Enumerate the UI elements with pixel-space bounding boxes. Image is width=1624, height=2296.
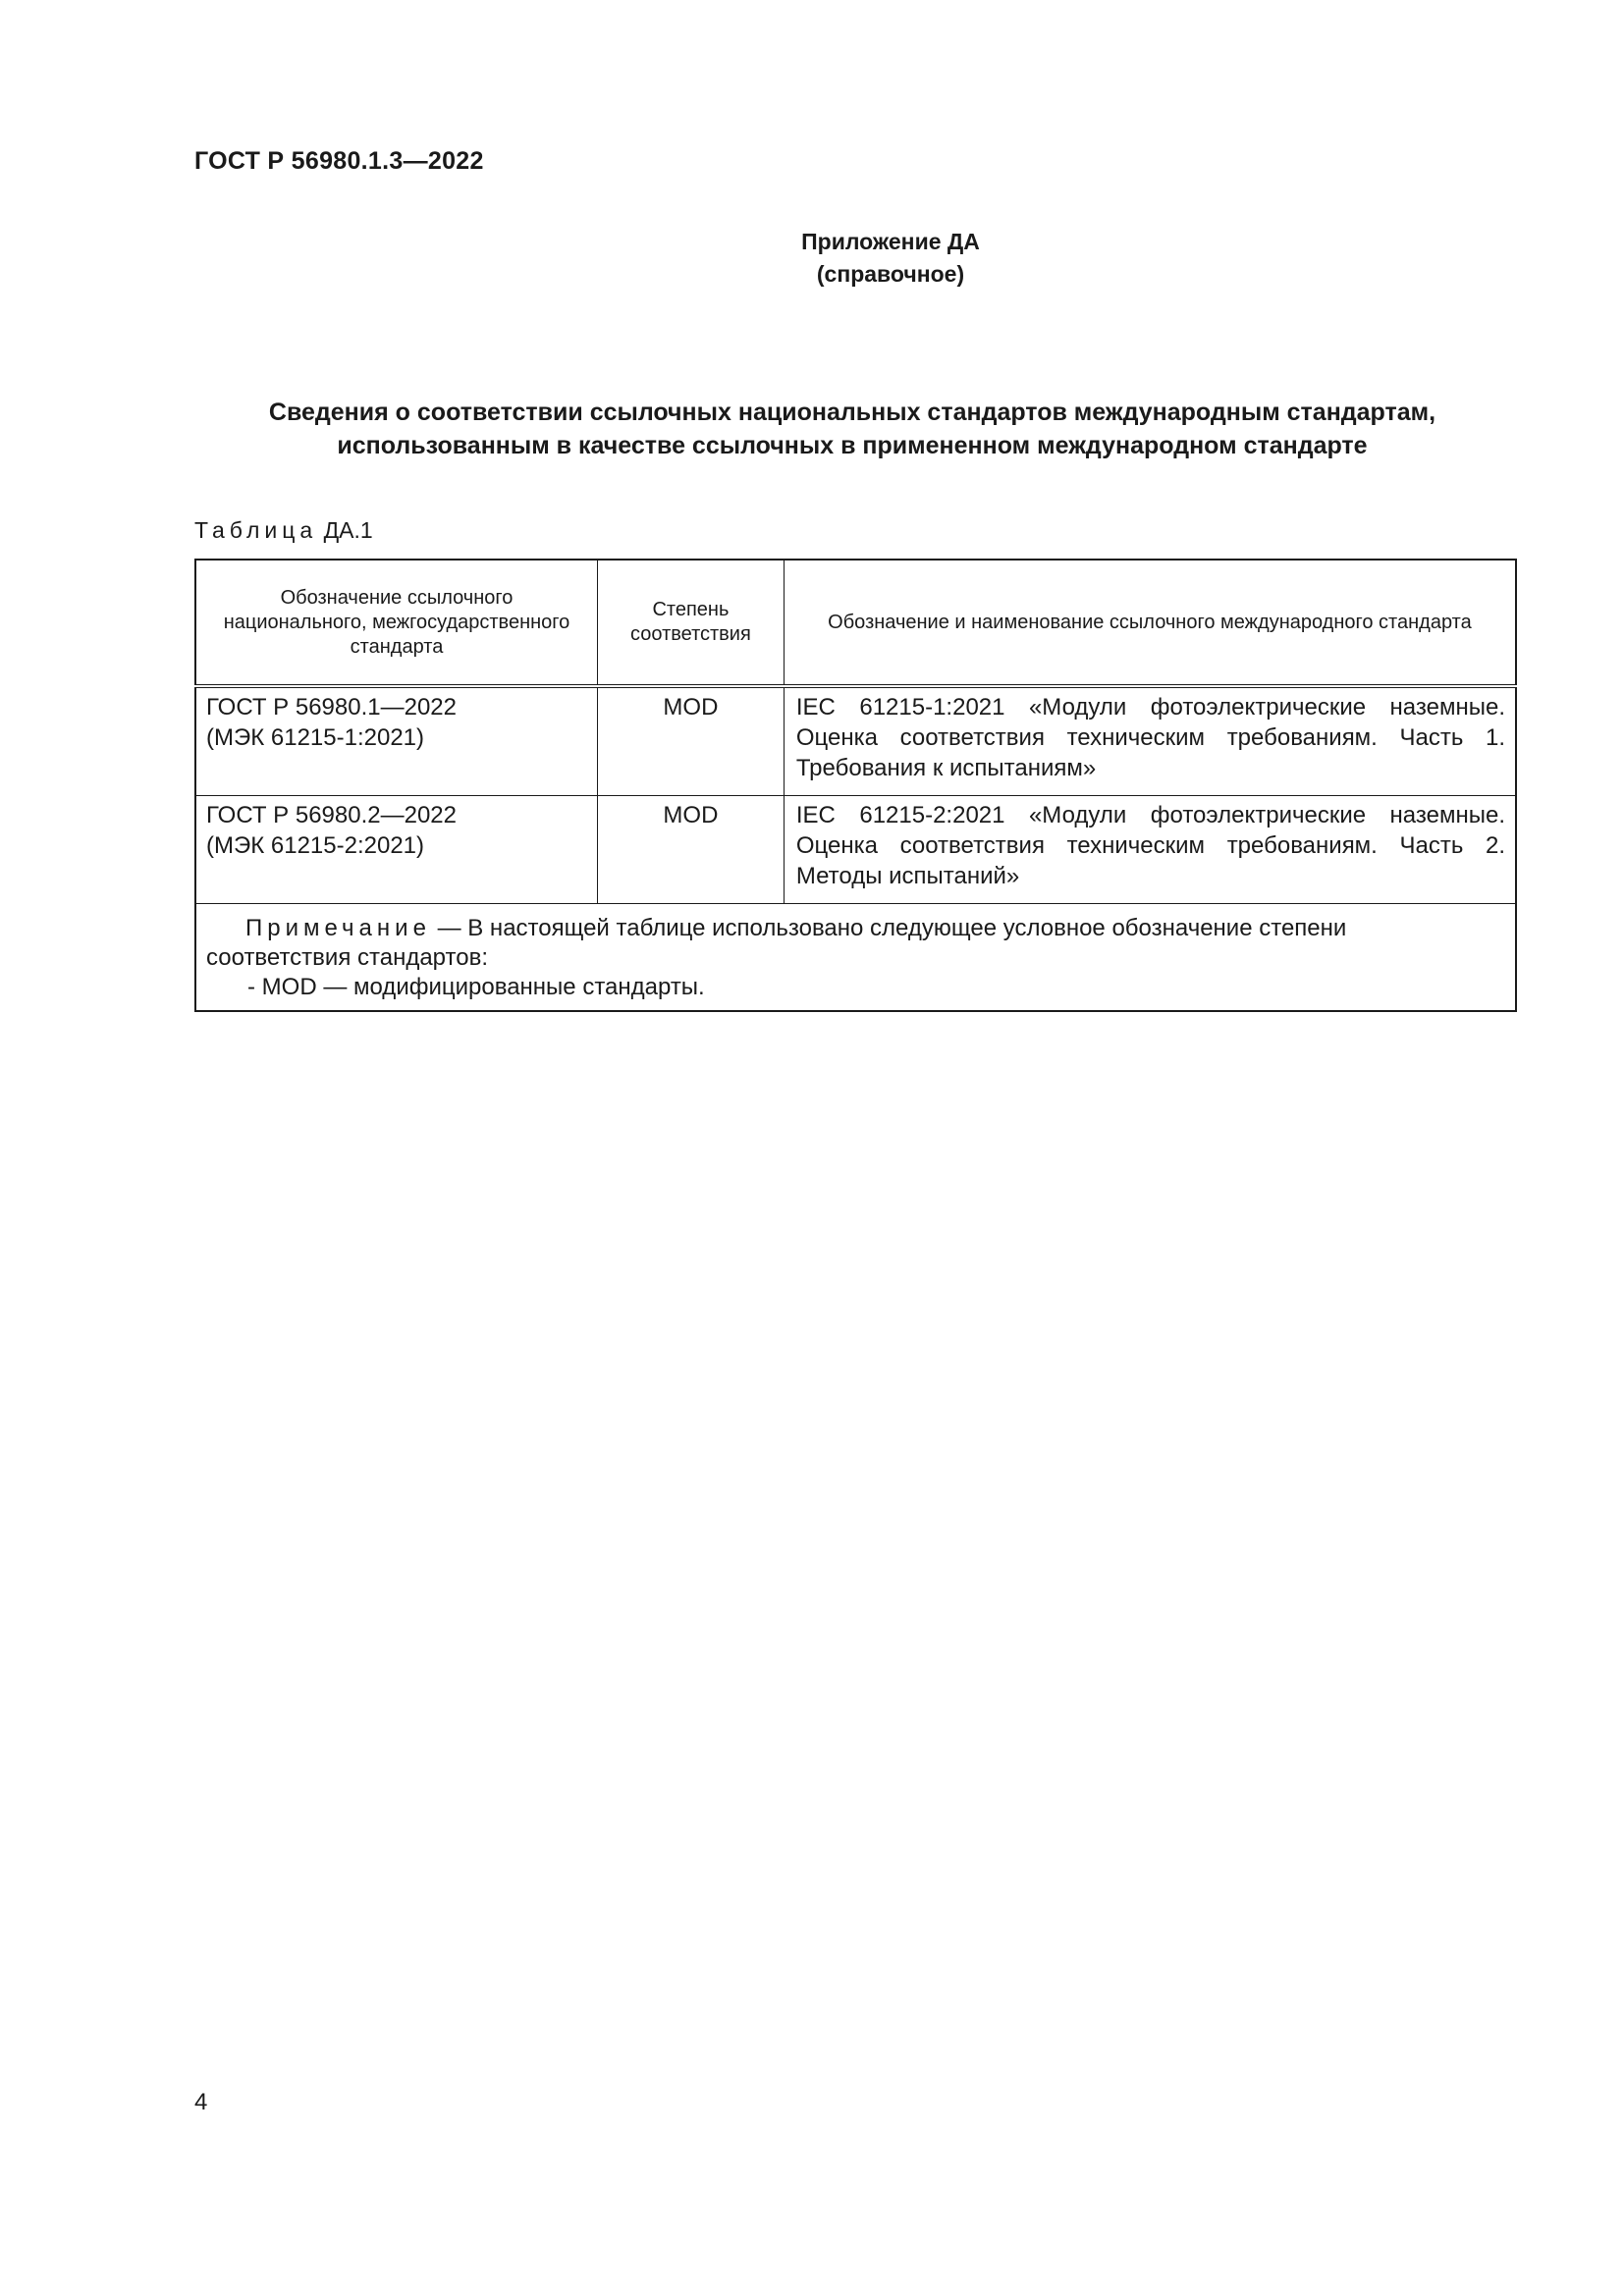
cell-national-standard bbox=[195, 796, 597, 904]
note-paragraph bbox=[206, 914, 1495, 973]
appendix-subtitle: (справочное) bbox=[816, 261, 965, 287]
national-iec-equivalent: (МЭК 61215-2:2021) bbox=[206, 832, 425, 859]
header-degree: Степень соответствия bbox=[597, 560, 784, 686]
document-code: ГОСТ Р 56980.1.3—2022 bbox=[194, 147, 484, 175]
table-caption-number: ДА.1 bbox=[323, 517, 373, 543]
note-text: — В настоящей таблице использовано следующее условное обозначение степени соответствия стандартов: bbox=[206, 915, 1347, 971]
table-note-row bbox=[195, 904, 1516, 1012]
table-row bbox=[195, 686, 1516, 796]
note-prefix: Примечание bbox=[245, 915, 431, 941]
cell-degree: MOD bbox=[597, 686, 784, 796]
appendix-heading bbox=[0, 226, 1624, 291]
section-title-line2: использованным в качестве ссылочных в примененном международном стандарте bbox=[337, 432, 1368, 459]
national-designation: ГОСТ Р 56980.2—2022 bbox=[206, 802, 457, 828]
cell-degree: MOD bbox=[597, 796, 784, 904]
cell-international-standard: IEC 61215-2:2021 «Модули фотоэлектрические наземные. Оценка соответствия техническим требованиям. Часть 2. Методы испытаний» bbox=[784, 796, 1516, 904]
cell-international-standard: IEC 61215-1:2021 «Модули фотоэлектрические наземные. Оценка соответствия техническим требованиям. Часть 1. Требования к испытаниям» bbox=[784, 686, 1516, 796]
table-note bbox=[195, 904, 1516, 1012]
section-title-line1: Сведения о соответствии ссылочных национальных стандартов международным стандартам, bbox=[268, 399, 1436, 426]
national-designation: ГОСТ Р 56980.1—2022 bbox=[206, 694, 457, 721]
appendix-title: Приложение ДА bbox=[801, 229, 980, 254]
table-caption bbox=[194, 517, 373, 544]
table-row bbox=[195, 796, 1516, 904]
page-number: 4 bbox=[194, 2089, 208, 2115]
table-caption-prefix: Таблица bbox=[194, 517, 318, 543]
table-header-row bbox=[195, 560, 1516, 686]
header-national-standard: Обозначение ссылочного национального, межгосударственного стандарта bbox=[195, 560, 597, 686]
header-international-standard: Обозначение и наименование ссылочного международного стандарта bbox=[784, 560, 1516, 686]
cell-national-standard bbox=[195, 686, 597, 796]
correspondence-table bbox=[194, 559, 1517, 1012]
section-title bbox=[194, 396, 1510, 462]
national-iec-equivalent: (МЭК 61215-1:2021) bbox=[206, 724, 425, 751]
note-item: - MOD — модифицированные стандарты. bbox=[247, 974, 705, 1000]
